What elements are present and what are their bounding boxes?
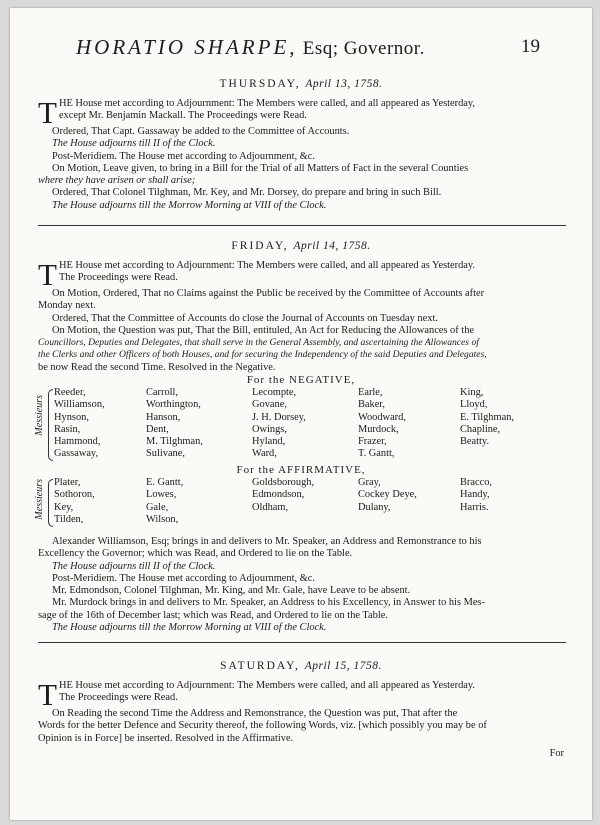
text-line: On Motion, Leave given, to bring in a Bill for the Trial of all Matters of Fact in the several Counties <box>52 162 469 174</box>
text-line: the Clerks and other Officers of both Houses, and for securing the Independency of the said Deputies and Delegates, <box>38 349 487 361</box>
member-name: Sothoron, <box>54 489 95 501</box>
text-line: The House adjourns till the Morrow Morning at VIII of the Clock. <box>52 622 327 634</box>
thursday-section <box>38 95 566 212</box>
thursday-date-text: April 13, 1758. <box>305 78 383 90</box>
messieurs-label: Messieurs <box>34 395 45 436</box>
header-governor: Esq; Governor. <box>297 38 425 59</box>
saturday-section <box>38 677 566 745</box>
text-line: On Reading the second Time the Address and Remonstrance, the Question was put, That after the <box>52 708 458 719</box>
negative-heading: For the NEGATIVE, <box>246 374 356 386</box>
text-line: be now Read the second Time. Resolved in the Negative. <box>38 361 276 373</box>
member-name: Sulivane, <box>146 448 185 460</box>
member-name: Edmondson, <box>252 489 305 501</box>
member-name: Hammond, <box>54 436 101 448</box>
member-name: Handy, <box>460 489 490 501</box>
friday-day: FRIDAY, <box>231 240 289 252</box>
drop-cap: T <box>38 257 57 292</box>
vote-column <box>252 387 306 461</box>
member-name: Chapline, <box>460 423 501 435</box>
text-line: Mr. Edmondson, Colonel Tilghman, Mr. King, and Mr. Gale, have Leave to be absent. <box>52 585 411 597</box>
text-line: except Mr. Benjamin Mackall. The Proceedings were Read. <box>58 110 307 122</box>
member-name: Murdock, <box>358 423 399 435</box>
brace <box>48 479 53 527</box>
member-name: J. H. Dorsey, <box>252 411 306 423</box>
vote-column <box>54 477 95 526</box>
thursday-day: THURSDAY, <box>219 78 301 90</box>
vote-column <box>146 387 203 461</box>
member-name: Owings, <box>252 423 287 435</box>
drop-cap: T <box>38 677 57 712</box>
member-name: Wilson, <box>146 513 179 525</box>
text-line: The House adjourns till II of the Clock. <box>52 560 216 572</box>
friday-section <box>38 257 566 374</box>
member-name: Key, <box>54 501 74 513</box>
member-name: King, <box>460 387 484 398</box>
member-name: Carroll, <box>146 387 179 398</box>
vote-column <box>358 387 406 461</box>
member-name: Dulany, <box>358 501 391 513</box>
page-number: 19 <box>521 36 540 57</box>
member-name: Bracco, <box>460 477 493 488</box>
member-name: Cockey Deye, <box>358 489 417 501</box>
member-name: Harris. <box>460 501 489 513</box>
member-name: Dent, <box>146 423 169 435</box>
text-line: sage of the 16th of December last; which was Read, and Ordered to lie on the Table. <box>38 609 388 621</box>
saturday-day: SATURDAY, <box>220 660 300 672</box>
text-line: On Motion, the Question was put, That the Bill, entituled, An Act for Reducing the Allowances of the <box>52 324 475 336</box>
text-line: Monday next. <box>38 300 96 312</box>
text-line: Words for the better Defence and Security thereof, the following Words, viz. [which possibly you may be of <box>38 720 487 732</box>
friday-date <box>10 240 592 252</box>
brace <box>48 389 53 461</box>
member-name: Plater, <box>54 477 81 488</box>
text-line: HE House met according to Adjournment: The Members were called, and all appeared as Yesterday, <box>58 98 476 109</box>
text-line: Post-Meridiem. The House met according to Adjournment, &c. <box>52 572 315 584</box>
catchword: For <box>549 748 564 759</box>
member-name: Baker, <box>358 399 385 411</box>
member-name: Hynson, <box>54 411 89 423</box>
member-name: Hanson, <box>146 411 181 423</box>
text-line: Ordered, That Colonel Tilghman, Mr. Key, and Mr. Dorsey, do prepare and bring in such Bill. <box>52 187 442 199</box>
header-name: HORATIO SHARPE, <box>76 35 298 59</box>
member-name: Beatty. <box>460 436 490 448</box>
section-divider <box>38 225 566 226</box>
member-name: T. Gantt, <box>358 448 395 460</box>
member-name: Frazer, <box>358 436 387 448</box>
text-line: Post-Meridiem. The House met according to Adjournment, &c. <box>52 150 315 162</box>
member-name: Ward, <box>252 448 277 460</box>
member-name: Earle, <box>358 387 383 398</box>
vote-column <box>54 387 105 461</box>
messieurs-label: Messieurs <box>34 479 45 520</box>
member-name: Reeder, <box>54 387 86 398</box>
friday-after-votes <box>38 536 566 634</box>
vote-column <box>252 477 314 514</box>
text-line: The Proceedings were Read. <box>58 692 178 704</box>
text-line: Opinion is in Force] be inserted. Resolved in the Affirmative. <box>38 732 294 744</box>
text-line: where they have arisen or shall arise; <box>38 175 196 187</box>
text-line: On Motion, Ordered, That no Claims against the Public be received by the Committee of Accounts after <box>52 288 485 299</box>
text-line: The House adjourns till II of the Clock. <box>52 138 216 150</box>
text-line: The House adjourns till the Morrow Morning at VIII of the Clock. <box>52 199 327 211</box>
vote-column <box>358 477 417 514</box>
text-line: Ordered, That Capt. Gassaway be added to the Committee of Accounts. <box>52 126 350 137</box>
member-name: Hyland, <box>252 436 286 448</box>
member-name: Rasin, <box>54 423 81 435</box>
header-title <box>76 35 425 59</box>
section-divider <box>38 642 566 643</box>
vote-column <box>146 477 183 526</box>
text-line: The Proceedings were Read. <box>58 272 178 284</box>
member-name: M. Tilghman, <box>146 436 203 448</box>
vote-column <box>460 387 514 448</box>
text-line: Councillors, Deputies and Delegates, that shall serve in the General Assembly, and ascertaining the Allowances of <box>38 337 479 349</box>
text-line: HE House met according to Adjournment: The Members were called, and all appeared as Yesterday. <box>58 260 476 271</box>
member-name: E. Gantt, <box>146 477 184 488</box>
text-line: Ordered, That the Committee of Accounts do close the Journal of Accounts on Tuesday next. <box>52 312 438 324</box>
member-name: Oldham, <box>252 501 289 513</box>
thursday-date <box>10 78 592 90</box>
member-name: Gassaway, <box>54 448 99 460</box>
member-name: Tilden, <box>54 513 84 525</box>
text-line: Alexander Williamson, Esq; brings in and delivers to Mr. Speaker, an Address and Remonstrance to his <box>52 536 482 547</box>
friday-date-text: April 14, 1758. <box>293 240 371 252</box>
journal-page <box>10 8 592 820</box>
member-name: Lecompte, <box>252 387 297 398</box>
member-name: Woodward, <box>358 411 406 423</box>
text-line: Mr. Murdock brings in and delivers to Mr. Speaker, an Address to his Excellency, in Answer to his Mes- <box>52 597 485 609</box>
member-name: Goldsborough, <box>252 477 315 488</box>
vote-column <box>460 477 492 514</box>
member-name: Lloyd, <box>460 399 488 411</box>
member-name: E. Tilghman, <box>460 411 514 423</box>
text-line: HE House met according to Adjournment: The Members were called, and all appeared as Yesterday. <box>58 680 476 691</box>
affirmative-heading: For the AFFIRMATIVE, <box>236 464 366 476</box>
drop-cap: T <box>38 95 57 130</box>
running-header <box>10 35 592 67</box>
text-line: Excellency the Governor; which was Read, and Ordered to lie on the Table. <box>38 548 353 560</box>
member-name: Williamson, <box>54 399 105 411</box>
saturday-date <box>10 660 592 672</box>
member-name: Worthington, <box>146 399 201 411</box>
member-name: Lowes, <box>146 489 177 501</box>
saturday-date-text: April 15, 1758. <box>304 660 382 672</box>
member-name: Govane, <box>252 399 287 411</box>
member-name: Gray, <box>358 477 381 488</box>
member-name: Gale, <box>146 501 169 513</box>
